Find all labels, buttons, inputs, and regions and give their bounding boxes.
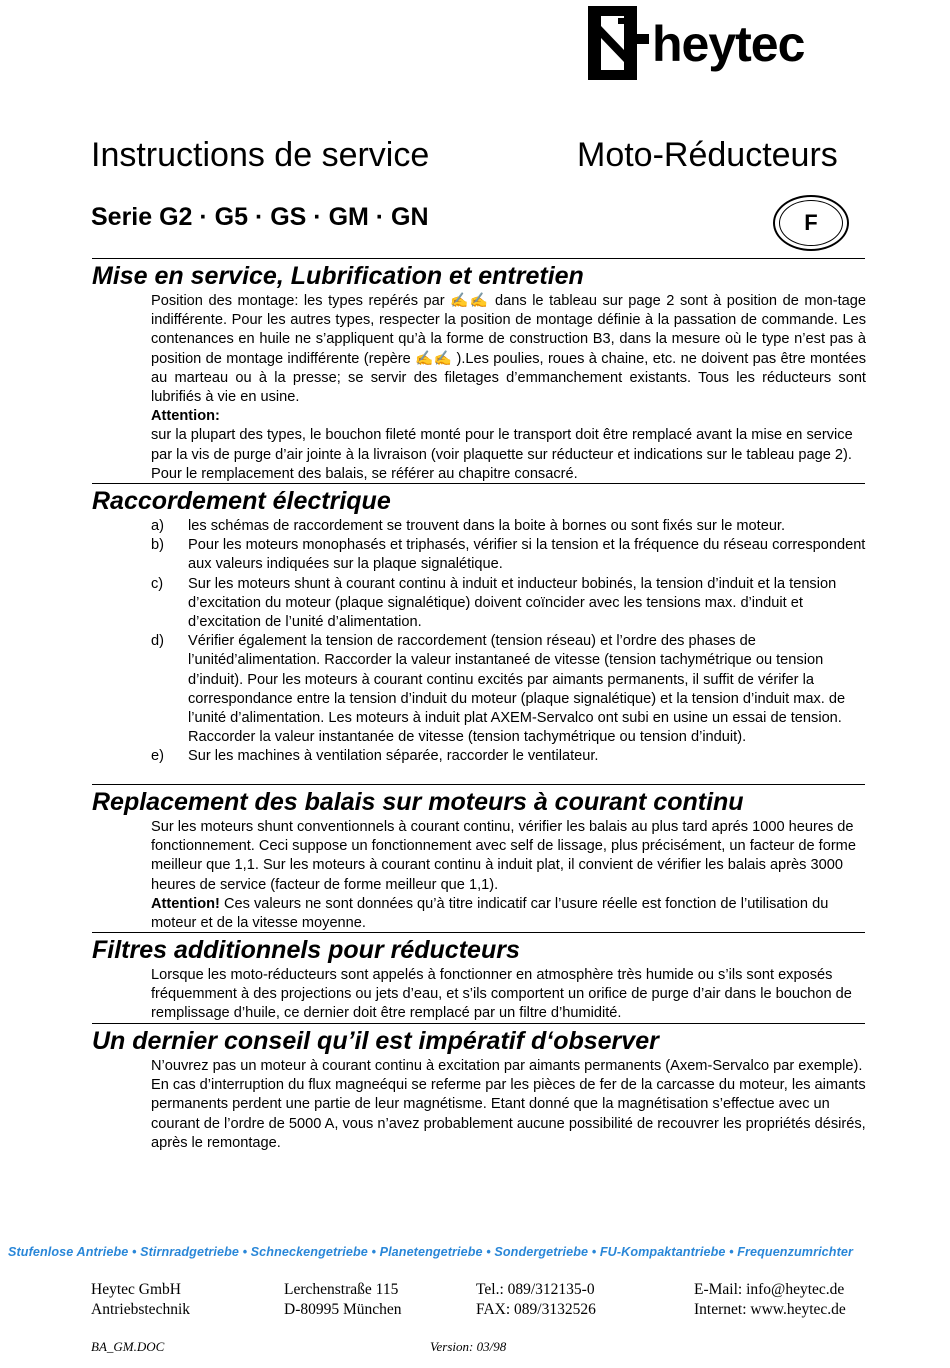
footer-doc-id: BA_GM.DOC xyxy=(91,1339,165,1354)
section-body-conseil xyxy=(151,1057,866,1153)
list-text: Sur les moteurs shunt à courant continu à induit et inducteur bobinés, la tension d’induit et la tension d’excitation du moteur (plaque signalétique) doivent coïncider avec les tensions max. d’induit et d’excitation de l’unité d’alimentation. xyxy=(188,575,837,631)
footer-version: Version: 03/98 xyxy=(430,1339,507,1354)
list-item xyxy=(151,536,866,574)
heytec-logo xyxy=(588,4,853,82)
list-marker: a) xyxy=(151,518,164,534)
list-text: Sur les machines à ventilation séparée, raccorder le ventilateur. xyxy=(188,748,599,765)
footer-internet: Internet: www.heytec.de xyxy=(694,1301,846,1318)
list-item xyxy=(151,747,866,766)
document-title: Instructions de service xyxy=(91,136,430,174)
list-text: les schémas de raccordement se trouvent dans la boite à bornes ou sont fixés sur le moteur. xyxy=(188,518,786,534)
product-banner: Stufenlose Antriebe • Stirnradgetriebe • Schneckengetriebe • Planetengetriebe • Sondergetriebe • FU-Kompaktantriebe • Frequenzumrichter xyxy=(8,1245,853,1259)
section-divider xyxy=(92,483,865,484)
section-title-filtres: Filtres additionnels pour réducteurs xyxy=(92,936,520,964)
list-marker: e) xyxy=(151,748,164,765)
footer-address xyxy=(284,1280,402,1320)
product-title: Moto-Réducteurs xyxy=(577,136,838,174)
section-title-conseil: Un dernier conseil qu’il est impératif d‘observer xyxy=(92,1027,659,1055)
attention-paragraph xyxy=(151,895,866,933)
language-code: F xyxy=(779,200,843,246)
list-item xyxy=(151,632,866,747)
paragraph: Sur les moteurs shunt conventionnels à courant continu, vérifier les balais au plus tard aprés 1000 heures de fonctionnement. Ceci suppose un fonctionnement avec self de lissage, plus précisément, un facteur de forme meilleur que 1,1. Sur les moteurs à courant continu à induit plat, il convient de vérifier les balais après 3000 heures de service (facteur de forme meilleur que 1,1). xyxy=(151,819,856,893)
section-title-balais: Replacement des balais sur moteurs à courant continu xyxy=(92,788,744,816)
footer-city: D-80995 München xyxy=(284,1301,402,1318)
connection-list xyxy=(151,517,866,767)
language-badge xyxy=(773,195,849,251)
section-body-balais xyxy=(151,818,866,933)
footer-company-name: Heytec GmbH xyxy=(91,1281,181,1298)
footer-tel: Tel.: 089/312135-0 xyxy=(476,1281,595,1298)
list-text: Pour les moteurs monophasés et triphasés, vérifier si la tension et la fréquence du réseau correspondent aux valeurs indiquées sur la plaque signalétique. xyxy=(188,537,866,573)
section-divider xyxy=(92,932,865,933)
footer-email: E-Mail: info@heytec.de xyxy=(694,1281,845,1298)
list-marker: c) xyxy=(151,575,164,592)
list-item xyxy=(151,517,866,536)
attention-label: Attention! xyxy=(151,895,220,912)
paragraph: sur la plupart des types, le bouchon fileté monté pour le transport doit être remplacé avant la mise en service par la vis de purge d’air jointe à la livraison (voir plaquette sur réducteur et indications sur le tableau page 2). Pour le remplacement des balais, se référer au chapitre consacré. xyxy=(151,427,853,482)
list-text: Vérifier également la tension de raccordement (tension réseau) et l’ordre des phases de l’unitéd’alimentation. Raccorder la valeur instantaneé de vitesse (tension tachymétrique ou tension d’induit). Pour les moteurs à courant continu excités par aimants permanents, il suffit de vérifer la correspondance entre la tension d’induit du moteur (plaque signalétique) et la tension d’induit max. de l’unité d’alimentation. Les moteurs à induit plat AXEM-Servalco ont subi en usine un essai de tension. Raccorder la valeur instantanée de vitesse (tension tachymétrique ou tension d’induit). xyxy=(188,633,846,746)
list-marker: d) xyxy=(151,633,164,650)
footer-fax: FAX: 089/3132526 xyxy=(476,1301,596,1318)
footer-phone xyxy=(476,1280,596,1320)
section-title-mise-en-service: Mise en service, Lubrification et entretien xyxy=(92,262,584,290)
paragraph: Position des montage: les types repérés par ✍✍ dans le tableau sur page 2 sont à position de mon-tage indifférente. Pour les autres types, respecter la position de montage définie à la passation de commande. Les contenances en huile ne s’appliquent qu’à la forme de construction B3, dans la mesure où le type n’est pas à position de montage indifférente (repère ✍✍ ).Les poulies, roues à chaine, etc. ne doivent pas être montées au marteau ou à la presse; se servir des filetages d’emmanchement existants. Tous les réducteurs sont lubrifiés à vie en usine. xyxy=(151,293,866,406)
paragraph: Lorsque les moto-réducteurs sont appelés à fonctionner en atmosphère très humide ou s’ils sont exposés fréquemment à des projections ou jets d’eau, et s’ils comportent un orifice de purge d’air dans le bouchon de remplissage d’huile, ce dernier doit être remplacé par un filtre d’humidité. xyxy=(151,967,852,1022)
footer-company-sub: Antriebstechnik xyxy=(91,1301,191,1318)
section-body-filtres xyxy=(151,966,866,1024)
footer-street: Lerchenstraße 115 xyxy=(284,1281,399,1298)
series-title: Serie G2 · G5 · GS · GM · GN xyxy=(91,203,429,231)
paragraph: N’ouvrez pas un moteur à courant continu à excitation par aimants permanents (Axem-Servalco par exemple). En cas d’interruption du flux magneéqui se referme par les pièces de fer de la carcasse du moteur, les aimants permanents perdent une partie de leur magnétisme. Etant donné que la magnétisation s’effectue avec un courant de l’ordre de 5000 A, vous n’avez probablement aucune possibilité de recouvrer les propriétés désirés, après le remontage. xyxy=(151,1058,866,1151)
section-body-mise-en-service xyxy=(151,292,866,484)
section-divider xyxy=(92,1023,865,1024)
heytec-logo-mark-icon xyxy=(588,4,650,82)
logo-wordmark: heytec xyxy=(652,16,805,72)
section-divider xyxy=(92,784,865,785)
footer-company xyxy=(91,1280,190,1320)
section-divider xyxy=(92,258,865,259)
attention-text: Ces valeurs ne sont données qu’à titre indicatif car l’usure réelle est fonction de l’utilisation du moteur et de la vitesse moyenne. xyxy=(151,895,829,932)
footer-web xyxy=(694,1280,846,1320)
attention-label: Attention: xyxy=(151,408,220,425)
section-title-raccordement: Raccordement électrique xyxy=(92,487,391,515)
list-marker: b) xyxy=(151,537,164,554)
list-item xyxy=(151,575,866,633)
